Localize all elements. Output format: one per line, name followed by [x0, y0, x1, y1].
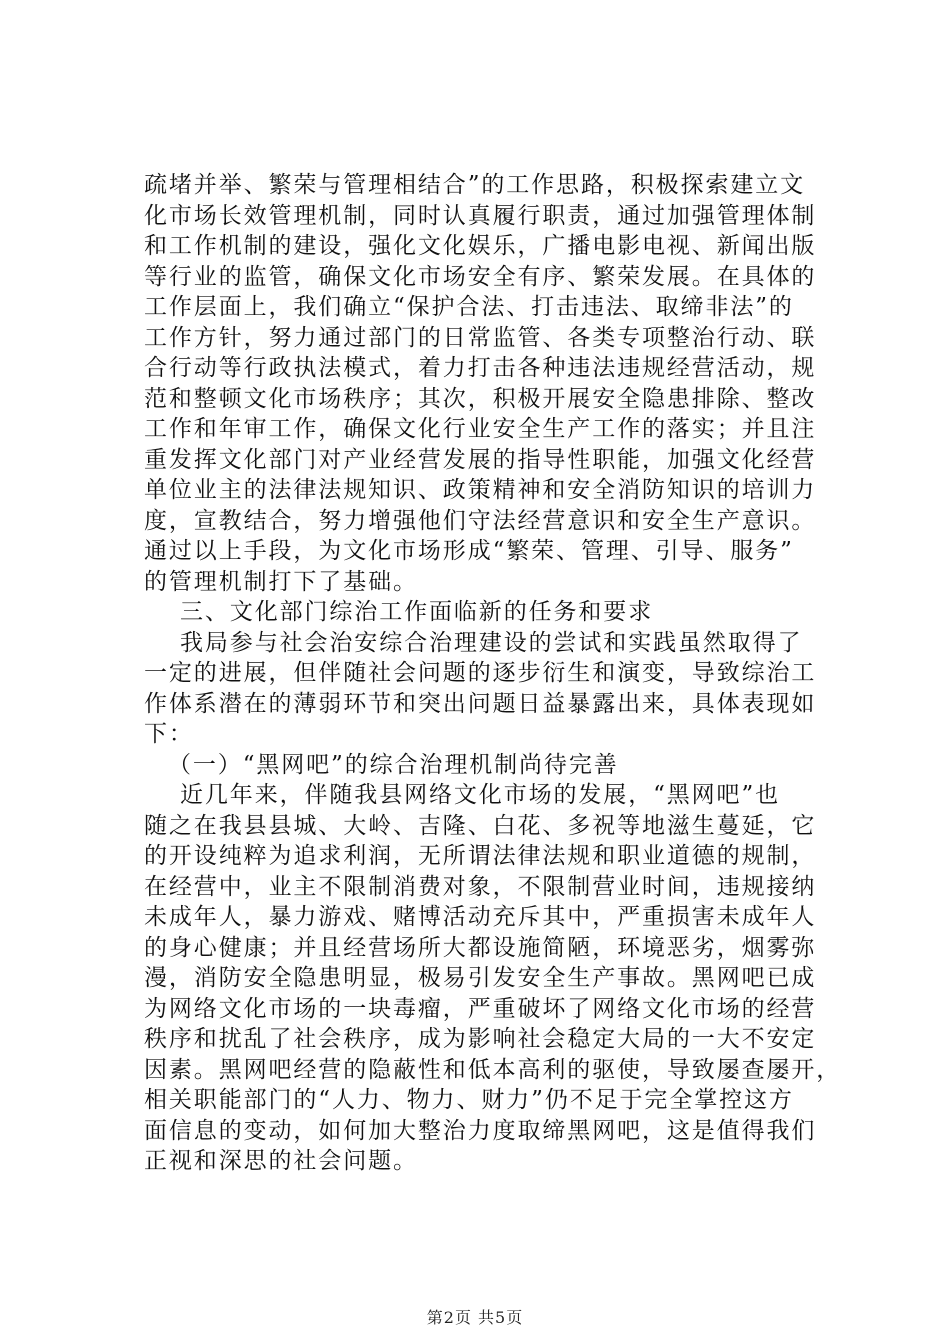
- text-line: 的开设纯粹为追求利润，无所谓法律法规和职业道德的规制，: [144, 843, 817, 869]
- text-line: 秩序和扰乱了社会秩序，成为影响社会稳定大局的一大不安定: [144, 1026, 817, 1052]
- text-line: 一定的进展，但伴随社会问题的逐步衍生和演变，导致综治工: [144, 660, 817, 686]
- page-footer: [0, 1305, 950, 1328]
- text-line: 随之在我县县城、大岭、吉隆、白花、多祝等地滋生蔓延，它: [144, 812, 817, 839]
- text-line: 下：: [144, 721, 194, 747]
- text-line: 疏堵并举、繁荣与管理相结合”的工作思路，积极探索建立文: [144, 172, 806, 198]
- text-line: 单位业主的法律法规知识、政策精神和安全消防知识的培训力: [144, 477, 817, 503]
- text-line: 合行动等行政执法模式，着力打击各种违法违规经营活动，规: [144, 355, 817, 381]
- text-line: 为网络文化市场的一块毒瘤，严重破坏了网络文化市场的经营: [144, 995, 817, 1022]
- text-line: 和工作机制的建设，强化文化娱乐，广播电影电视、新闻出版: [144, 233, 817, 259]
- page-number-label: 第2页 共5页: [426, 1308, 524, 1327]
- text-line: 的身心健康；并且经营场所大都设施简陋，环境恶劣，烟雾弥: [144, 934, 817, 961]
- text-line: 范和整顿文化市场秩序；其次，积极开展安全隐患排除、整改: [144, 385, 817, 412]
- text-line: 面信息的变动，如何加大整治力度取缔黑网吧，这是值得我们: [144, 1117, 817, 1144]
- text-line: 工作层面上，我们确立“保护合法、打击违法、取缔非法”的: [144, 294, 794, 320]
- text-line: 通过以上手段，为文化市场形成“繁荣、管理、引导、服务”: [144, 538, 794, 564]
- text-line: 化市场长效管理机制，同时认真履行职责，通过加强管理体制: [144, 202, 817, 229]
- body-text: [144, 170, 842, 1177]
- text-line: 未成年人，暴力游戏、赌博活动充斥其中，严重损害未成年人: [144, 904, 817, 930]
- text-line: 等行业的监管，确保文化市场安全有序、繁荣发展。在具体的: [144, 263, 817, 290]
- text-line: 作体系潜在的薄弱环节和突出问题日益暴露出来，具体表现如: [144, 690, 817, 717]
- text-line: 近几年来，伴随我县网络文化市场的发展，“黑网吧”也: [180, 782, 781, 808]
- subsection-heading: （一）“黑网吧”的综合治理机制尚待完善: [168, 751, 619, 778]
- section-heading: 三、文化部门综治工作面临新的任务和要求: [180, 599, 654, 625]
- text-line: 工作和年审工作，确保文化行业安全生产工作的落实；并且注: [144, 416, 817, 442]
- text-line: 在经营中，业主不限制消费对象，不限制营业时间，违规接纳: [144, 873, 817, 900]
- text-line: 因素。黑网吧经营的隐蔽性和低本高利的驱使，导致屡查屡开，: [144, 1056, 842, 1083]
- text-line: 正视和深思的社会问题。: [144, 1148, 418, 1174]
- text-line: 度，宣教结合，努力增强他们守法经营意识和安全生产意识。: [144, 507, 817, 534]
- text-line: 的管理机制打下了基础。: [144, 568, 418, 595]
- text-line: 我局参与社会治安综合治理建设的尝试和实践虽然取得了: [180, 629, 803, 656]
- text-line: 相关职能部门的“人力、物力、财力”仍不足于完全掌控这方: [144, 1087, 794, 1113]
- text-line: 工作方针，努力通过部门的日常监管、各类专项整治行动、联: [144, 324, 817, 351]
- text-line: 漫，消防安全隐患明显，极易引发安全生产事故。黑网吧已成: [144, 965, 817, 991]
- text-line: 重发挥文化部门对产业经营发展的指导性职能，加强文化经营: [144, 446, 817, 473]
